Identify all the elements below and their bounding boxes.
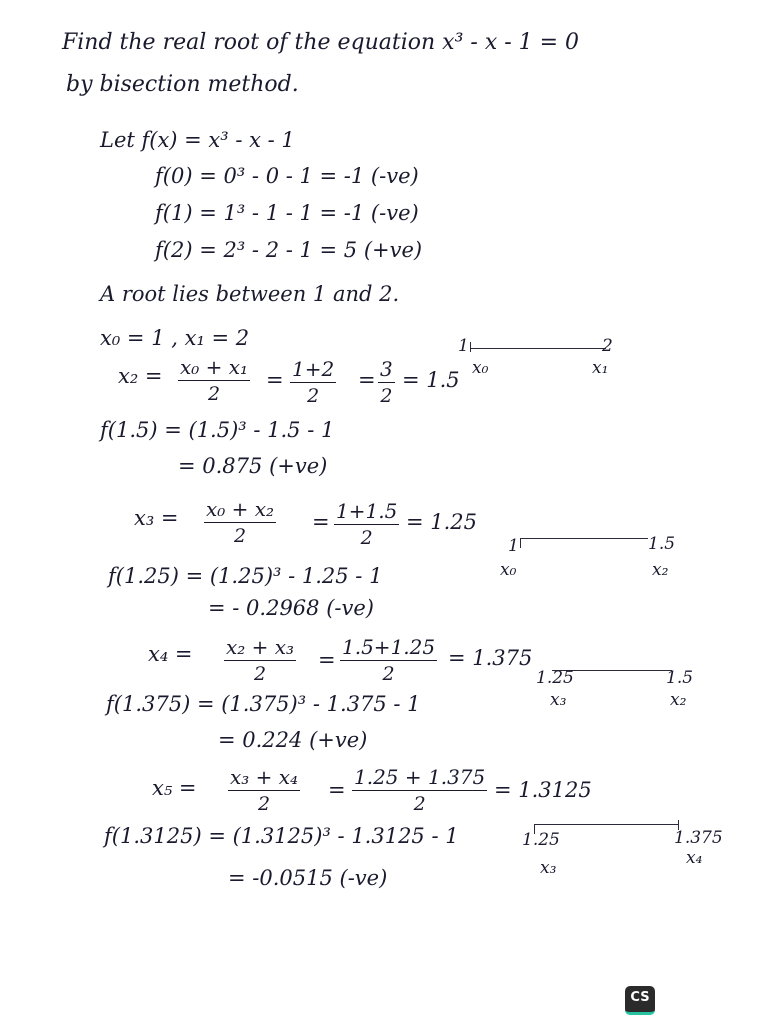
f-of-0: f(0) = 0³ - 0 - 1 = -1 (-ve) [155,164,419,188]
x3-lhs: x₃ = [134,506,179,530]
x2-fraction-symbolic [178,354,250,407]
x4-numeric-numerator: 1.5+1.25 [342,635,436,659]
nl2-right-symbol: x₂ [652,560,669,580]
problem-line-1: Find the real root of the equation x³ - x - 1 = 0 [62,30,580,55]
x4-fraction-numeric [340,634,437,687]
x5-result: = 1.3125 [494,778,592,802]
nl2-right-value: 1.5 [648,534,676,554]
x5-numerator: x₃ + x₄ [230,765,299,789]
initial-values: x₀ = 1 , x₁ = 2 [100,326,250,350]
x5-fraction-numeric [352,764,487,817]
x4-fraction-symbolic [224,634,296,687]
x2-equals-1: = [266,368,284,392]
x5-lhs: x₅ = [152,776,197,800]
x2-numeric-denominator: 2 [307,385,320,407]
nl1-bar [470,348,606,349]
x3-fraction-numeric [334,498,399,551]
x3-fraction-symbolic [204,496,276,549]
root-interval-statement: A root lies between 1 and 2. [100,282,400,306]
nl1-right-symbol: x₁ [592,358,609,378]
nl2-left-value: 1 [508,536,519,556]
nl2-bar [520,538,648,539]
x3-denominator: 2 [233,525,247,547]
f-of-1-375-value: = 0.224 (+ve) [218,728,368,752]
x5-numeric-denominator: 2 [413,793,426,815]
number-line-x3-x2 [536,666,716,716]
x4-numeric-denominator: 2 [382,663,395,685]
x5-equals: = [328,778,346,802]
x2-lhs: x₂ = [118,364,163,388]
x3-numeric-numerator: 1+1.5 [336,499,398,523]
x2-numeric-numerator: 1+2 [292,357,335,381]
nl3-left-value: 1.25 [536,668,574,688]
f-of-1-5-expr: f(1.5) = (1.5)³ - 1.5 - 1 [100,418,335,442]
x5-denominator: 2 [257,793,271,815]
f-of-1-3125-expr: f(1.3125) = (1.3125)³ - 1.3125 - 1 [104,824,459,848]
x2-result: = 1.5 [402,368,460,392]
x4-numerator: x₂ + x₃ [226,635,295,659]
f-of-1-375-expr: f(1.375) = (1.375)³ - 1.375 - 1 [106,692,421,716]
camscanner-logo: CS [625,986,655,1015]
nl2-left-symbol: x₀ [500,560,517,580]
x3-equals: = [312,510,330,534]
nl4-right-value: 1.375 [674,828,723,848]
x4-lhs: x₄ = [148,642,193,666]
x2-numerator: x₀ + x₁ [180,355,249,379]
nl4-left-symbol: x₃ [540,858,557,878]
f-of-1-25-expr: f(1.25) = (1.25)³ - 1.25 - 1 [108,564,383,588]
nl1-right-value: 2 [602,336,613,356]
nl1-left-tick [470,342,471,352]
number-line-x3-x4 [522,818,742,878]
nl3-left-symbol: x₃ [550,690,567,710]
f-of-1-25-value: = - 0.2968 (-ve) [208,596,374,620]
f-of-1-3125-value: = -0.0515 (-ve) [228,866,388,890]
f-of-1-5-value: = 0.875 (+ve) [178,454,328,478]
nl3-right-symbol: x₂ [670,690,687,710]
nl3-right-value: 1.5 [666,668,694,688]
nl4-left-value: 1.25 [522,830,560,850]
f-of-1: f(1) = 1³ - 1 - 1 = -1 (-ve) [155,201,419,225]
number-line-x0-x1 [458,336,638,386]
x2-equals-2: = [358,368,376,392]
x3-result: = 1.25 [406,510,478,534]
x5-numeric-numerator: 1.25 + 1.375 [354,765,486,789]
x4-result: = 1.375 [448,646,533,670]
x4-equals: = [318,648,336,672]
problem-line-2: by bisection method. [66,72,299,97]
x2-denominator: 2 [207,383,221,405]
x2-fraction-numeric [290,356,336,409]
x3-numeric-denominator: 2 [360,527,373,549]
x4-denominator: 2 [253,663,267,685]
nl4-right-symbol: x₄ [686,848,703,868]
nl4-bar [534,824,678,825]
f-of-2: f(2) = 2³ - 2 - 1 = 5 (+ve) [155,238,423,262]
x2-simplified-denominator: 2 [380,385,393,407]
let-fx: Let f(x) = x³ - x - 1 [100,128,295,152]
nl1-left-symbol: x₀ [472,358,489,378]
x5-fraction-symbolic [228,764,300,817]
nl2-left-tick [520,538,521,548]
number-line-x0-x2 [500,534,700,584]
x2-fraction-simplified [378,356,395,409]
nl1-left-value: 1 [458,336,469,356]
x3-numerator: x₀ + x₂ [206,497,275,521]
x2-simplified-numerator: 3 [380,357,393,381]
